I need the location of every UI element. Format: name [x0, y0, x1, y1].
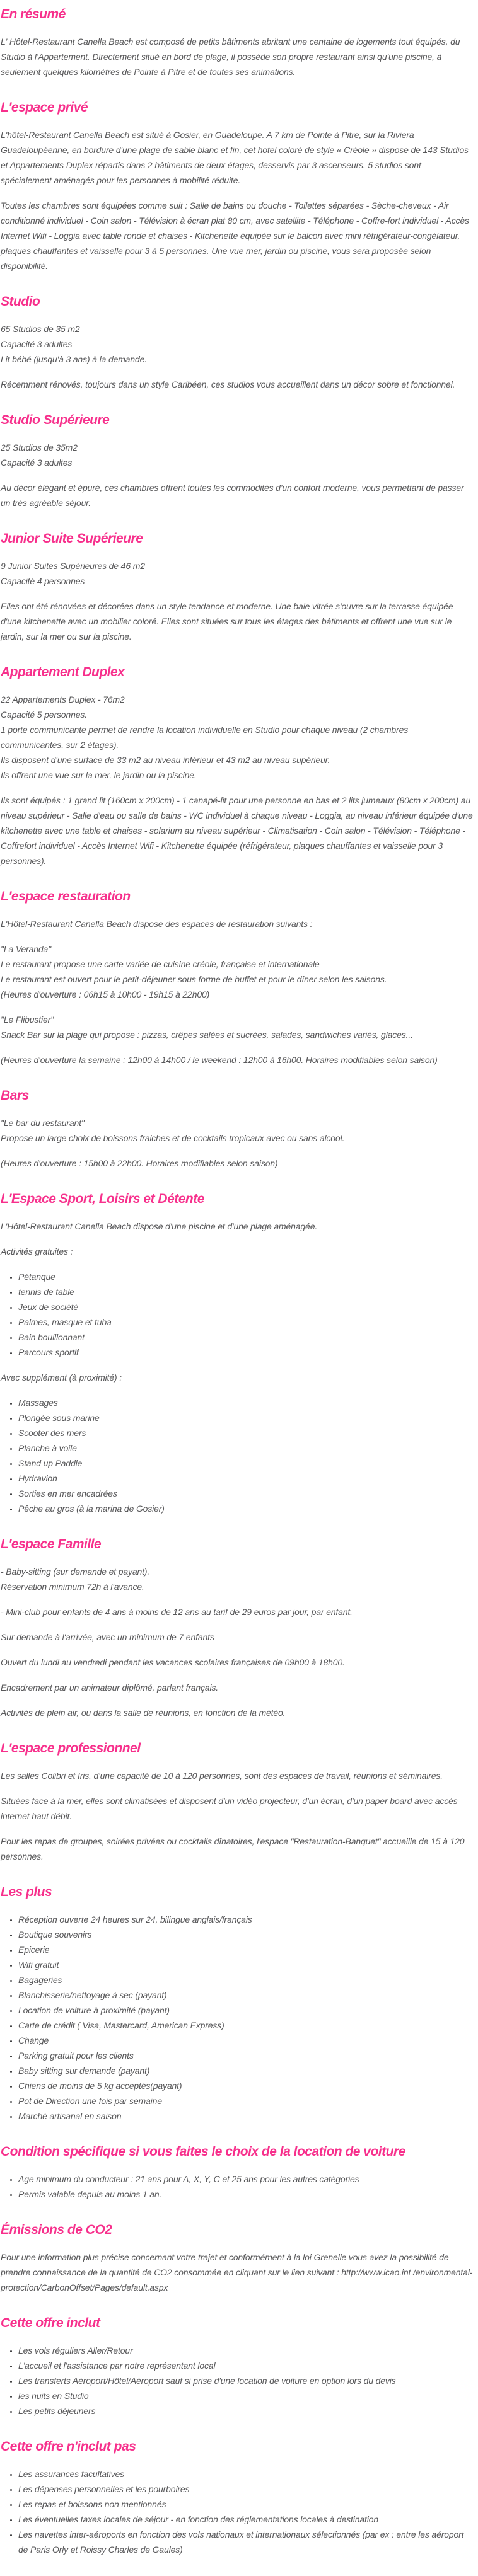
text-line: Propose un large choix de boissons fraiches et de cocktails tropicaux avec ou sans alcool. [1, 1133, 345, 1143]
list-item: • Plongée sous marine [18, 1410, 473, 1425]
paragraph [1, 558, 473, 589]
paragraph [1, 1370, 473, 1385]
section-heading: Émissions de CO2 [1, 2222, 112, 2237]
paragraph [1, 1219, 473, 1234]
paragraph [1, 1793, 473, 1824]
text-line: Avec supplément (à proximité) : [1, 1372, 122, 1383]
paragraph [1, 1156, 473, 1171]
paragraph [1, 1604, 473, 1619]
list-item: • Les petits déjeuners [18, 2403, 473, 2418]
text-line: L'Hôtel-Restaurant Canella Beach dispose des espaces de restauration suivants : [1, 919, 313, 929]
content [1, 5, 473, 2557]
list-item: • Les vols réguliers Aller/Retour [18, 2343, 473, 2358]
text-line: "La Veranda" [1, 944, 52, 954]
paragraph [1, 599, 473, 644]
paragraph [1, 1768, 473, 1783]
text-line: Pour les repas de groupes, soirées privées ou cocktails dînatoires, l'espace "Restauration-Banquet" accueille de 15 à 120 personnes. [1, 1836, 465, 1861]
text-line: Réservation minimum 72h à l'avance. [1, 1582, 144, 1592]
section-heading: L'espace privé [1, 100, 88, 115]
text-line: Ouvert du lundi au vendredi pendant les vacances scolaires françaises de 09h00 à 18h00. [1, 1657, 345, 1667]
list-item: • Blanchisserie/nettoyage à sec (payant) [18, 1987, 473, 2003]
paragraph [1, 1052, 473, 1067]
paragraph [1, 1680, 473, 1695]
list-item: • Scooter des mers [18, 1425, 473, 1440]
list-item: • Massages [18, 1395, 473, 1410]
section-heading: Condition spécifique si vous faites le choix de la location de voiture [1, 2144, 405, 2159]
paragraph [1, 1564, 473, 1594]
text-line: Lit bébé (jusqu'à 3 ans) à la demande. [1, 354, 148, 364]
paragraph [1, 377, 473, 392]
bullet-list [1, 2343, 473, 2418]
text-line: 22 Appartements Duplex - 76m2 [1, 694, 125, 704]
section-heading: L'Espace Sport, Loisirs et Détente [1, 1192, 204, 1206]
section-heading: Cette offre n'inclut pas [1, 2439, 136, 2454]
list-item: • Jeux de société [18, 1299, 473, 1314]
paragraph [1, 1115, 473, 1146]
text-line: L'Hôtel-Restaurant Canella Beach dispose d'une piscine et d'une plage aménagée. [1, 1221, 318, 1231]
bullet-list [1, 1395, 473, 1516]
list-item: • Pêche au gros (à la marina de Gosier) [18, 1501, 473, 1516]
list-item: • Bain bouillonnant [18, 1330, 473, 1345]
list-item: • Marché artisanal en saison [18, 2108, 473, 2124]
bullet-list [1, 1912, 473, 2124]
text-line: Snack Bar sur la plage qui propose : pizzas, crêpes salées et sucrées, salades, sandwiches variés, glaces... [1, 1030, 413, 1040]
text-line: L'hôtel-Restaurant Canella Beach est situé à Gosier, en Guadeloupe. A 7 km de Pointe à Pitre, sur la Riviera Guadeloupéenne, en bordure d'une plage de sable blanc et fin, cet hotel coloré de style « Créole » dispose de 143 Studios et Appartements Duplex répartis dans 2 bâtiments de deux étages, desservis par 3 ascenseurs. 5 studios sont spécialement aménagés pour les personnes à mobilité réduite. [1, 130, 469, 185]
section-heading: L'espace Famille [1, 1537, 102, 1551]
list-item: • Pétanque [18, 1269, 473, 1284]
text-line: 1 porte communicante permet de rendre la location individuelle en Studio pour chaque niveau (2 chambres communicantes, sur 2 étages). [1, 725, 409, 750]
list-item: • Hydravion [18, 1471, 473, 1486]
text-line: Sur demande à l'arrivée, avec un minimum de 7 enfants [1, 1632, 214, 1642]
text-line: Ils sont équipés : 1 grand lit (160cm x 200cm) - 1 canapé-lit pour une personne en bas et 2 lits jumeaux (80cm x 200cm) au niveau supérieur - Salle d'eau ou salle de bains - WC individuel à chaque niveau - Loggia, au niveau inférieur équipée d'une kitchenette avec une table et chaises - solarium au niveau supérieur - Climatisation - Coin salon - Télévision - Téléphone - Coffrefort individuel - Accès Internet Wifi - Kitchenette équipée (réfrigérateur, plaques chauffantes et vaisselle pour 3 personnes). [1, 795, 473, 866]
list-item: • Change [18, 2033, 473, 2048]
section-heading: Les plus [1, 1885, 52, 1899]
paragraph [1, 480, 473, 510]
list-item: • Réception ouverte 24 heures sur 24, bilingue anglais/français [18, 1912, 473, 1927]
section-heading: L'espace restauration [1, 889, 131, 904]
paragraph [1, 198, 473, 273]
list-item: • Les assurances facultatives [18, 2466, 473, 2481]
list-item: • Epicerie [18, 1942, 473, 1957]
list-item: • Les éventuelles taxes locales de séjour - en fonction des réglementations locales à destination [18, 2512, 473, 2527]
text-line: Capacité 5 personnes. [1, 710, 87, 720]
paragraph [1, 2250, 473, 2295]
section-heading: En résumé [1, 7, 66, 21]
text-line: - Baby-sitting (sur demande et payant). [1, 1567, 150, 1577]
text-line: (Heures d'ouverture : 15h00 à 22h00. Horaires modifiables selon saison) [1, 1158, 278, 1168]
list-item: • L'accueil et l'assistance par notre représentant local [18, 2358, 473, 2373]
list-item: • Age minimum du conducteur : 21 ans pour A, X, Y, C et 25 ans pour les autres catégories [18, 2171, 473, 2187]
section-heading: Bars [1, 1088, 29, 1103]
paragraph [1, 793, 473, 868]
paragraph [1, 440, 473, 470]
text-line: Le restaurant propose une carte variée de cuisine créole, française et internationale [1, 959, 320, 969]
list-item: • Wifi gratuit [18, 1957, 473, 1972]
bullet-list [1, 1269, 473, 1360]
section-heading: Junior Suite Supérieure [1, 531, 143, 546]
section-heading: Appartement Duplex [1, 665, 125, 679]
list-item: • Boutique souvenirs [18, 1927, 473, 1942]
section-heading: L'espace professionnel [1, 1741, 141, 1756]
list-item: • Planche à voile [18, 1440, 473, 1456]
text-line: Ils offrent une vue sur la mer, le jardin ou la piscine. [1, 770, 197, 780]
list-item: • Stand up Paddle [18, 1456, 473, 1471]
text-line: 65 Studios de 35 m2 [1, 324, 80, 334]
paragraph [1, 692, 473, 783]
text-line: Activités gratuites : [1, 1246, 73, 1256]
paragraph [1, 916, 473, 931]
text-line: Capacité 4 personnes [1, 576, 85, 586]
text-line: "Le Flibustier" [1, 1015, 54, 1025]
list-item: • Les navettes inter-aéroports en fonction des vols nationaux et internationaux sélectionnés (par ex : entre les aéroport de Paris Orly et Roissy Charles de Gaules) [18, 2527, 473, 2557]
text-line: L' Hôtel-Restaurant Canella Beach est composé de petits bâtiments abritant une centaine de logements tout équipés, du Studio à l'Appartement. Directement situé en bord de plage, il possède son propre restaurant ainsi qu'une piscine, à seulement quelques kilomètres de Pointe à Pitre et de toutes ses animations. [1, 37, 460, 77]
paragraph [1, 34, 473, 79]
text-line: Ils disposent d'une surface de 33 m2 au niveau inférieur et 43 m2 au niveau supérieur. [1, 755, 330, 765]
text-line: (Heures d'ouverture la semaine : 12h00 à 14h00 / le weekend : 12h00 à 16h00. Horaires modifiables selon saison) [1, 1055, 438, 1065]
text-line: Elles ont été rénovées et décorées dans un style tendance et moderne. Une baie vitrée s'ouvre sur la terrasse équipée d'une kitchenette avec un mobilier coloré. Elles sont situées sur tous les étages des bâtiments et offrent une vue sur le jardin, sur la mer ou sur la piscine. [1, 601, 453, 641]
list-item: • Les repas et boissons non mentionnés [18, 2497, 473, 2512]
list-item: • les nuits en Studio [18, 2388, 473, 2403]
list-item: • Pot de Direction une fois par semaine [18, 2093, 473, 2108]
bullet-list [1, 2171, 473, 2202]
text-line: Au décor élégant et épuré, ces chambres offrent toutes les commodités d'un confort moderne, vous permettant de passer un très agréable séjour. [1, 483, 464, 508]
text-line: 25 Studios de 35m2 [1, 442, 78, 452]
paragraph [1, 1655, 473, 1670]
bullet-list [1, 2466, 473, 2557]
text-line: "Le bar du restaurant" [1, 1118, 85, 1128]
list-item: • Parcours sportif [18, 1345, 473, 1360]
list-item: • Les transferts Aéroport/Hôtel/Aéroport sauf si prise d'une location de voiture en option lors du devis [18, 2373, 473, 2388]
list-item: • Les dépenses personnelles et les pourboires [18, 2481, 473, 2497]
paragraph [1, 1630, 473, 1645]
text-line: Situées face à la mer, elles sont climatisées et disposent d'un vidéo projecteur, d'un écran, d'un paper board avec accès internet haut débit. [1, 1796, 458, 1821]
section-heading: Studio Supérieure [1, 413, 110, 427]
list-item: • Palmes, masque et tuba [18, 1314, 473, 1330]
list-item: • Chiens de moins de 5 kg acceptés(payant) [18, 2078, 473, 2093]
list-item: • Parking gratuit pour les clients [18, 2048, 473, 2063]
list-item: • tennis de table [18, 1284, 473, 1299]
list-item: • Baby sitting sur demande (payant) [18, 2063, 473, 2078]
text-line: Récemment rénovés, toujours dans un style Caribéen, ces studios vous accueillent dans un décor sobre et fonctionnel. [1, 379, 455, 389]
paragraph [1, 941, 473, 1002]
paragraph [1, 1012, 473, 1042]
text-line: (Heures d'ouverture : 06h15 à 10h00 - 19h15 à 22h00) [1, 989, 210, 999]
text-line: Encadrement par un animateur diplômé, parlant français. [1, 1682, 219, 1693]
text-line: Toutes les chambres sont équipées comme suit : Salle de bains ou douche - Toilettes séparées - Sèche-cheveux - Air conditionné individuel - Coin salon - Télévision à écran plat 80 cm, avec satellite - Téléphone - Coffre-fort individuel - Accès Internet Wifi - Loggia avec table ronde et chaises - Kitchenette équipée sur le balcon avec mini réfrigérateur-congélateur, plaques chauffantes et vaisselle pour 3 à 5 personnes. Une vue mer, jardin ou piscine, vous sera proposée selon disponibilité. [1, 200, 469, 271]
list-item: • Sorties en mer encadrées [18, 1486, 473, 1501]
text-line: Les salles Colibri et Iris, d'une capacité de 10 à 120 personnes, sont des espaces de travail, réunions et séminaires. [1, 1771, 443, 1781]
text-line: 9 Junior Suites Supérieures de 46 m2 [1, 561, 145, 571]
list-item: • Permis valable depuis au moins 1 an. [18, 2187, 473, 2202]
text-line: Capacité 3 adultes [1, 339, 73, 349]
text-line: Capacité 3 adultes [1, 457, 73, 468]
text-line: Pour une information plus précise concernant votre trajet et conformément à la loi Grenelle vous avez la possibilité de prendre connaissance de la quantité de CO2 consommée en cliquant sur le lien suivant : http://www.icao.int /environmental-protection/CarbonOffset/Pages/default.aspx [1, 2252, 473, 2292]
section-heading: Cette offre inclut [1, 2316, 100, 2330]
text-line: - Mini-club pour enfants de 4 ans à moins de 12 ans au tarif de 29 euros par jour, par enfant. [1, 1607, 353, 1617]
list-item: • Bagageries [18, 1972, 473, 1987]
paragraph [1, 1244, 473, 1259]
text-line: Activités de plein air, ou dans la salle de réunions, en fonction de la météo. [1, 1708, 286, 1718]
paragraph [1, 1834, 473, 1864]
text-line: Le restaurant est ouvert pour le petit-déjeuner sous forme de buffet et pour le dîner selon les saisons. [1, 974, 387, 984]
paragraph [1, 321, 473, 367]
section-heading: Studio [1, 294, 40, 309]
list-item: • Location de voiture à proximité (payant) [18, 2003, 473, 2018]
paragraph [1, 1705, 473, 1720]
paragraph [1, 127, 473, 188]
list-item: • Carte de crédit ( Visa, Mastercard, American Express) [18, 2018, 473, 2033]
